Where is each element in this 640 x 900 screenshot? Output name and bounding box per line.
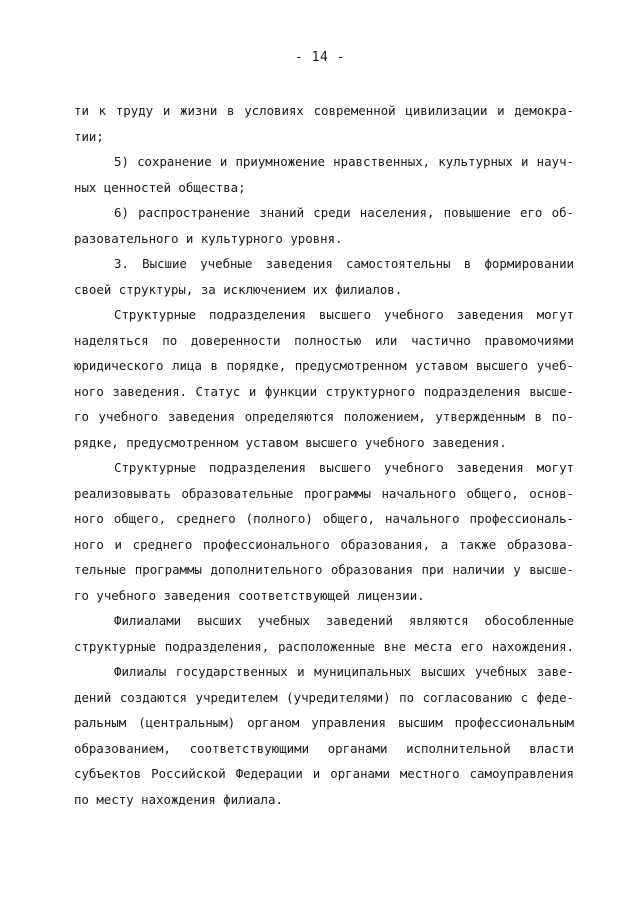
text-line: 6) распространение знаний среди населения, повышение его об- — [114, 205, 574, 220]
text-line: го учебного заведения определяются положением, утвержденным в по- — [74, 409, 574, 424]
text-line: Филиалами высших учебных заведений являются обособленные — [114, 613, 574, 628]
text-line: 3. Высшие учебные заведения самостоятельны в формировании — [114, 256, 574, 271]
text-line: Структурные подразделения высшего учебного заведения могут — [114, 307, 574, 322]
text-line: структурные подразделения, расположенные вне места его нахождения. — [74, 638, 574, 654]
text-line: 5) сохранение и приумножение нравственных, культурных и науч- — [114, 154, 574, 169]
text-line: ных ценностей общества; — [74, 179, 246, 195]
page-number: - 14 - — [295, 50, 345, 65]
text-line: дений создаются учредителем (учредителями) по согласованию с феде- — [74, 689, 574, 705]
text-line: юридического лица в порядке, предусмотренном уставом высшего учеб- — [74, 358, 574, 373]
text-line: субъектов Российской Федерации и органами местного самоуправления — [74, 766, 574, 781]
text-line: го учебного заведения соответствующей лицензии. — [74, 587, 425, 603]
text-line: тии; — [74, 128, 104, 144]
text-line: ного и среднего профессионального образования, а также образова- — [74, 536, 574, 552]
text-line: разовательного и культурного уровня. — [74, 230, 343, 246]
text-line: ти к труду и жизни в условиях современной цивилизации и демокра- — [74, 103, 574, 118]
text-line: своей структуры, за исключением их филиалов. — [74, 281, 403, 297]
text-line: ного заведения. Статус и функции структурного подразделения высше- — [74, 383, 574, 399]
text-line: рядке, предусмотренном уставом высшего учебного заведения. — [74, 434, 507, 450]
text-line: ральным (центральным) органом управления высшим профессиональным — [74, 715, 574, 730]
text-line: образованием, соответствующими органами исполнительной власти — [74, 740, 574, 756]
text-line: по месту нахождения филиала. — [74, 791, 283, 807]
text-line: реализовывать образовательные программы начального общего, основ- — [74, 485, 574, 501]
text-line: Структурные подразделения высшего учебного заведения могут — [114, 460, 574, 475]
text-line: тельные программы дополнительного образования при наличии у высше- — [74, 562, 574, 577]
text-line: Филиалы государственных и муниципальных высших учебных заве- — [114, 664, 574, 679]
text-line: наделяться по доверенности полностью или частично правомочиями — [74, 332, 574, 348]
text-line: ного общего, среднего (полного) общего, начального профессиональ- — [74, 511, 574, 526]
document-body — [74, 98, 574, 812]
